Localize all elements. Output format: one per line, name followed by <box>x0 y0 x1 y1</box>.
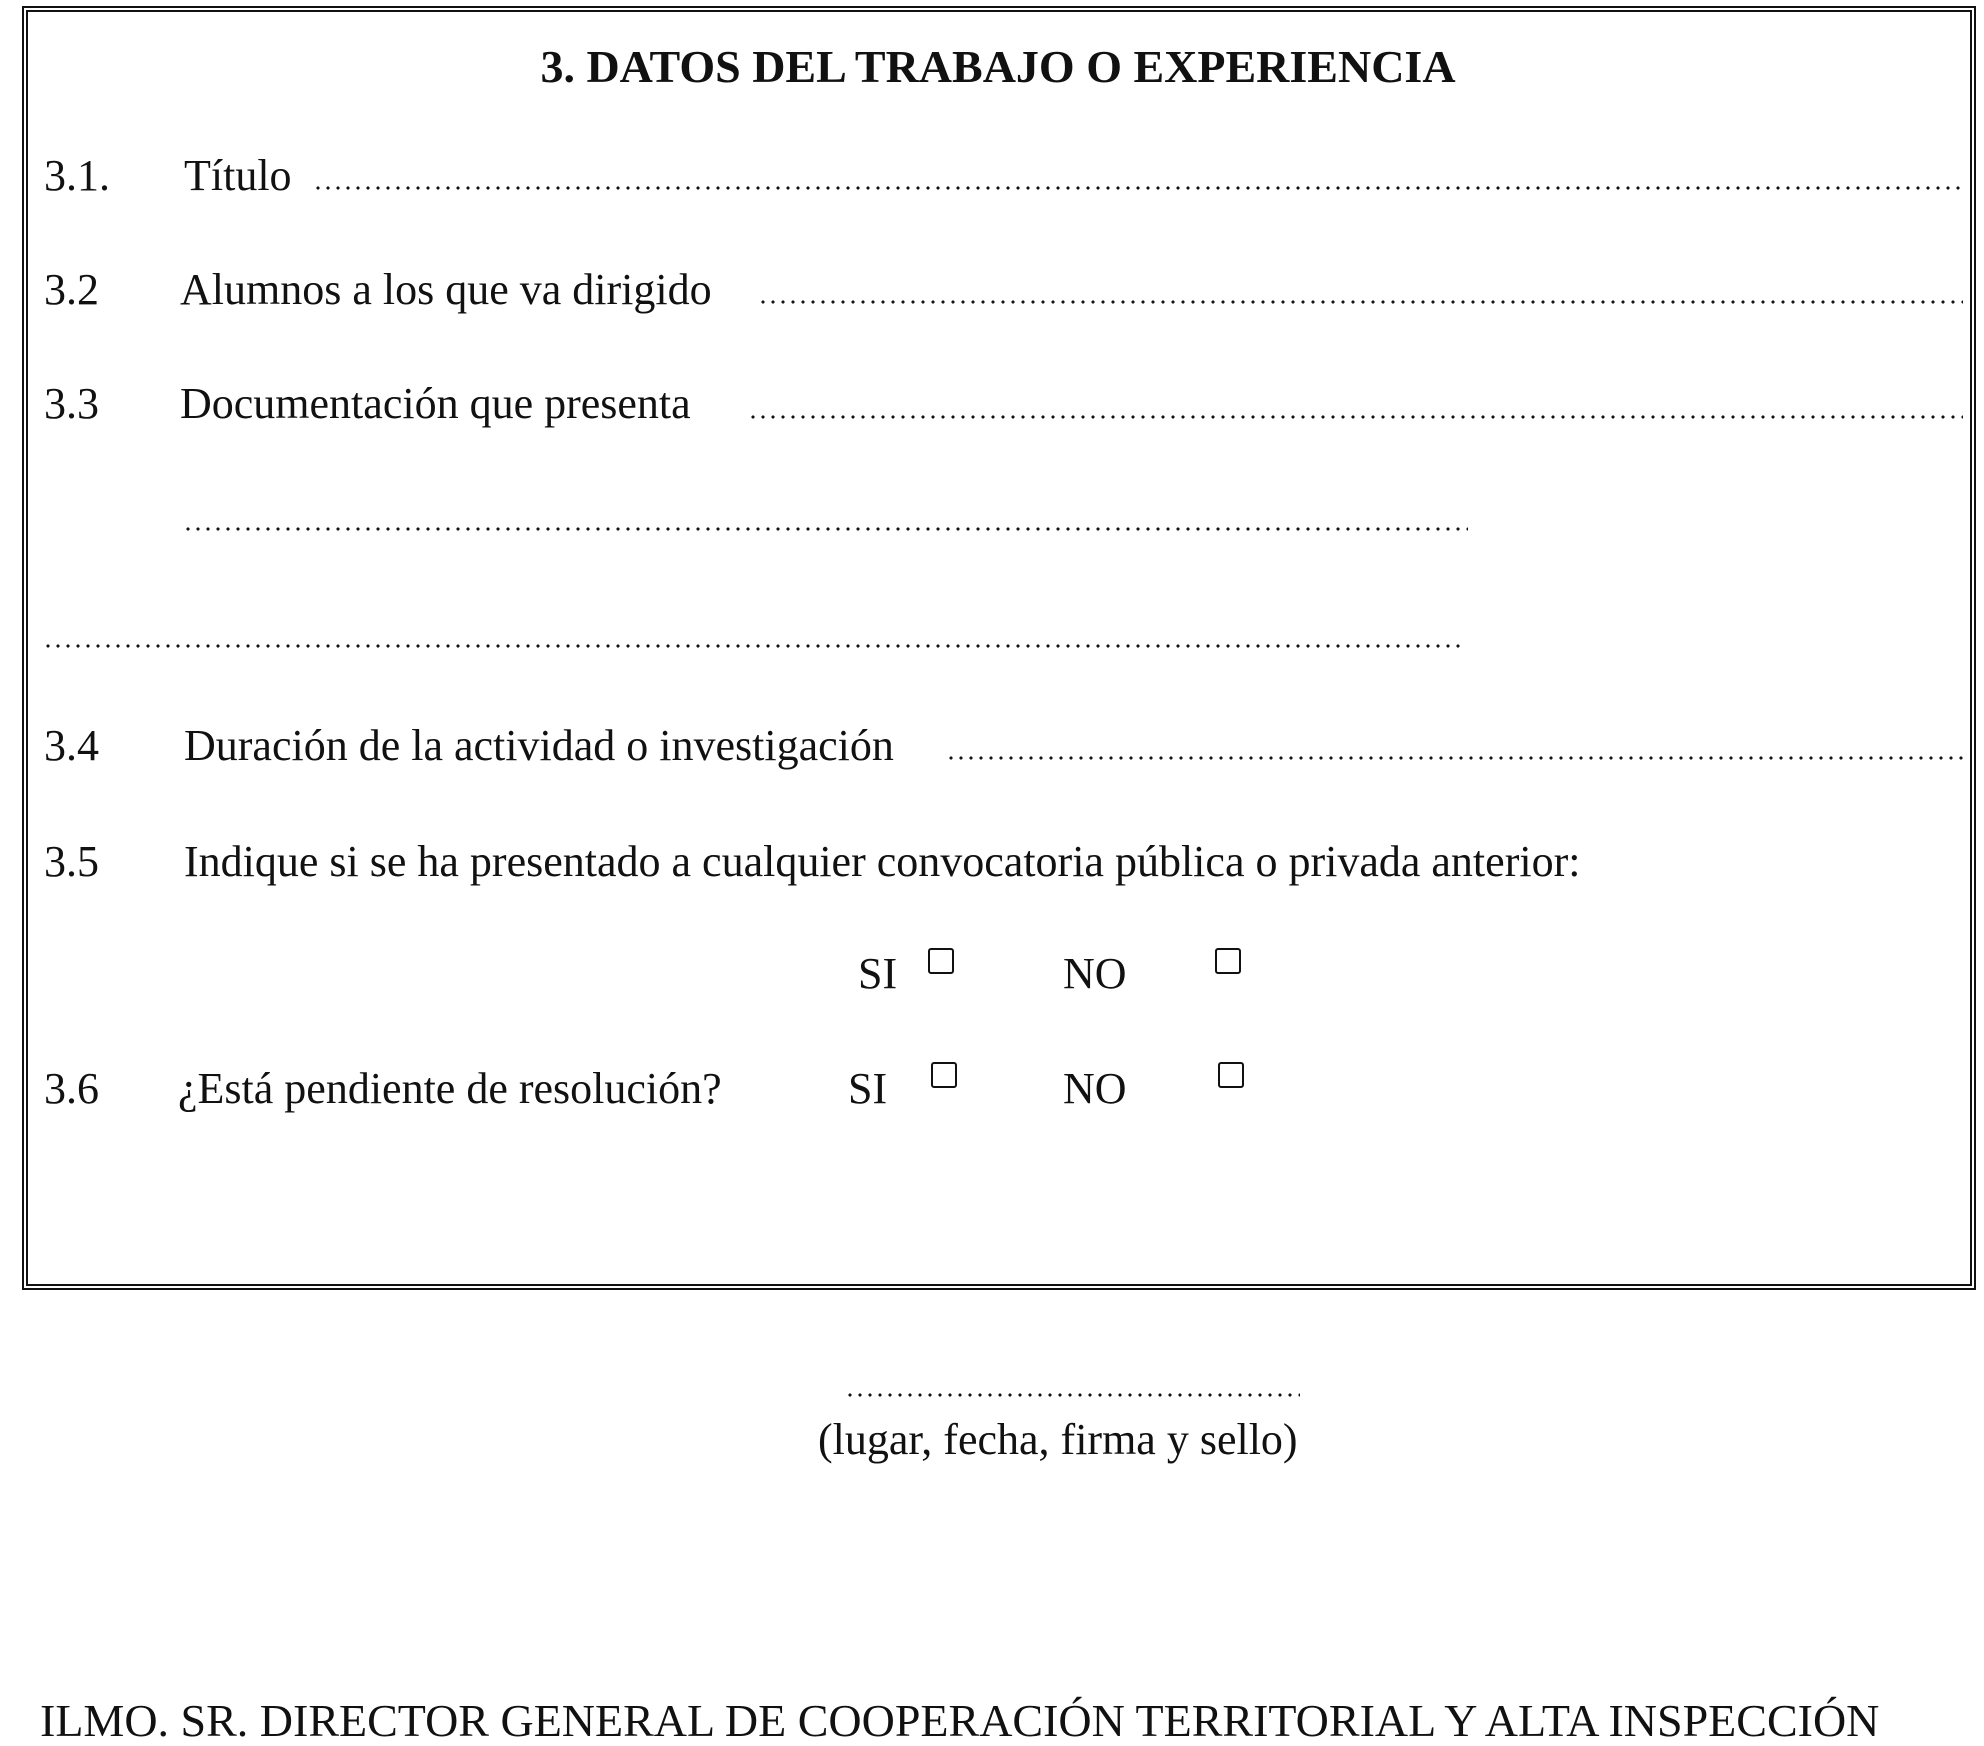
item-label-documentacion: Documentación que presenta <box>180 379 691 428</box>
titulo-input-line[interactable] <box>313 186 1963 190</box>
form-section-frame <box>22 6 1976 1290</box>
signature-caption: (lugar, fecha, firma y sello) <box>818 1415 1298 1464</box>
item-number-3-5: 3.5 <box>44 837 99 886</box>
convocatoria-no-checkbox[interactable] <box>1215 948 1241 974</box>
convocatoria-no-label: NO <box>1063 949 1127 998</box>
duracion-input-line[interactable] <box>946 756 1963 760</box>
pendiente-si-label: SI <box>848 1064 888 1113</box>
documentacion-input-line-2[interactable] <box>183 527 1468 531</box>
pendiente-no-checkbox[interactable] <box>1218 1062 1244 1088</box>
addressee-line: ILMO. SR. DIRECTOR GENERAL DE COOPERACIÓN TERRITORIAL Y ALTA INSPECCIÓN <box>40 1695 1880 1746</box>
item-number-3-4: 3.4 <box>44 721 99 770</box>
item-label-duracion: Duración de la actividad o investigación <box>184 721 894 770</box>
item-label-convocatoria: Indique si se ha presentado a cualquier convocatoria pública o privada anterior: <box>184 837 1581 886</box>
section-title: 3. DATOS DEL TRABAJO O EXPERIENCIA <box>540 41 1456 92</box>
signature-line[interactable] <box>845 1393 1300 1397</box>
documentacion-input-line-3[interactable] <box>43 644 1461 648</box>
item-number-3-3: 3.3 <box>44 379 99 428</box>
item-label-titulo: Título <box>184 151 292 200</box>
pendiente-no-label: NO <box>1063 1064 1127 1113</box>
item-number-3-1: 3.1. <box>44 151 110 200</box>
pendiente-si-checkbox[interactable] <box>931 1062 957 1088</box>
item-number-3-6: 3.6 <box>44 1064 99 1113</box>
convocatoria-si-label: SI <box>858 949 898 998</box>
convocatoria-si-checkbox[interactable] <box>928 948 954 974</box>
item-label-alumnos: Alumnos a los que va dirigido <box>180 265 712 314</box>
documentacion-input-line[interactable] <box>748 415 1963 419</box>
item-number-3-2: 3.2 <box>44 265 99 314</box>
item-label-pendiente: ¿Está pendiente de resolución? <box>178 1064 722 1113</box>
alumnos-input-line[interactable] <box>758 300 1963 304</box>
